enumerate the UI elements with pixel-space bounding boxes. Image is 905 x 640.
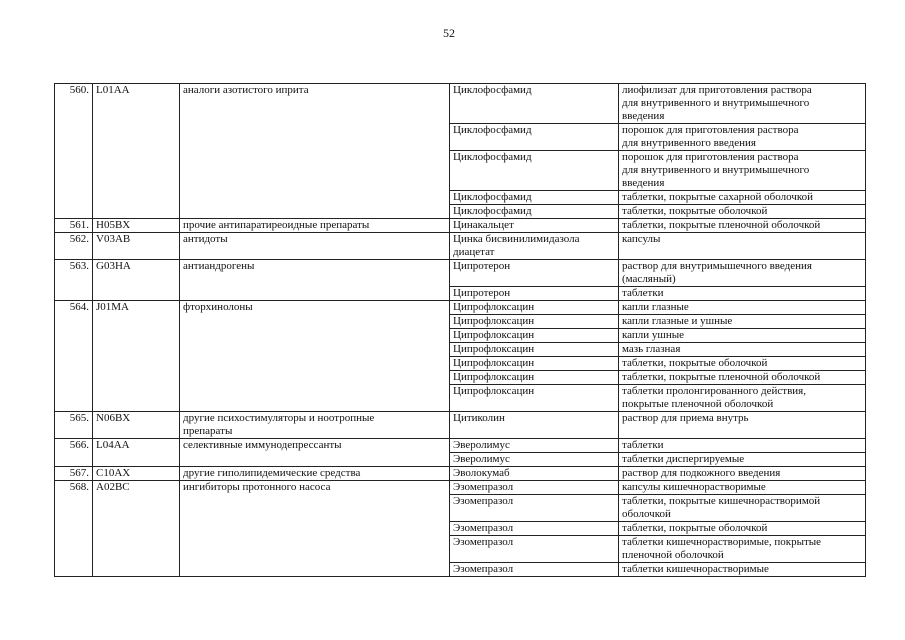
dosage-form: раствор для приема внутрь (619, 412, 866, 439)
drug-name: Эволокумаб (450, 467, 619, 481)
drug-name: Эзомепразол (450, 536, 619, 563)
drug-name: Эзомепразол (450, 522, 619, 536)
drug-name: Ципротерон (450, 287, 619, 301)
drug-name: Цитиколин (450, 412, 619, 439)
group-name: прочие антипаратиреоидные препараты (180, 219, 450, 233)
table-row (55, 233, 866, 260)
dosage-form: порошок для приготовления раствора для внутривенного введения (619, 124, 866, 151)
page-number: 52 (443, 26, 455, 40)
drug-name: Ципрофлоксацин (450, 357, 619, 371)
dosage-form: таблетки, покрытые оболочкой (619, 357, 866, 371)
row-number: 560. (55, 84, 93, 219)
dosage-form: раствор для подкожного введения (619, 467, 866, 481)
atc-code: A02BC (93, 481, 180, 577)
dosage-form: таблетки кишечнорастворимые, покрытые пленочной оболочкой (619, 536, 866, 563)
row-number: 561. (55, 219, 93, 233)
drug-name: Ципрофлоксацин (450, 343, 619, 357)
drug-name: Циклофосфамид (450, 205, 619, 219)
table-row (55, 481, 866, 495)
drug-name: Эверолимус (450, 453, 619, 467)
group-name: другие гиполипидемические средства (180, 467, 450, 481)
atc-code: H05BX (93, 219, 180, 233)
drug-name: Ципротерон (450, 260, 619, 287)
drug-name: Эзомепразол (450, 563, 619, 577)
group-name: другие психостимуляторы и ноотропные препараты (180, 412, 450, 439)
dosage-form: капли ушные (619, 329, 866, 343)
drug-name: Ципрофлоксацин (450, 329, 619, 343)
drug-name: Эзомепразол (450, 481, 619, 495)
dosage-form: таблетки, покрытые пленочной оболочкой (619, 371, 866, 385)
dosage-form: таблетки (619, 439, 866, 453)
dosage-form: таблетки диспергируемые (619, 453, 866, 467)
group-name: аналоги азотистого иприта (180, 84, 450, 219)
dosage-form: капли глазные (619, 301, 866, 315)
row-number: 565. (55, 412, 93, 439)
dosage-form: мазь глазная (619, 343, 866, 357)
group-name: антидоты (180, 233, 450, 260)
dosage-form: раствор для внутримышечного введения (масляный) (619, 260, 866, 287)
atc-code: L04AA (93, 439, 180, 467)
dosage-form: таблетки, покрытые оболочкой (619, 205, 866, 219)
table-row (55, 467, 866, 481)
group-name: селективные иммунодепрессанты (180, 439, 450, 467)
dosage-form: таблетки (619, 287, 866, 301)
dosage-form: капсулы (619, 233, 866, 260)
group-name: фторхинолоны (180, 301, 450, 412)
table-row (55, 301, 866, 315)
row-number: 563. (55, 260, 93, 301)
drug-name: Циклофосфамид (450, 124, 619, 151)
dosage-form: таблетки, покрытые оболочкой (619, 522, 866, 536)
dosage-form: порошок для приготовления раствора для внутривенного и внутримышечного введения (619, 151, 866, 191)
group-name: антиандрогены (180, 260, 450, 301)
drug-name: Цинакальцет (450, 219, 619, 233)
atc-code: N06BX (93, 412, 180, 439)
atc-code: G03HA (93, 260, 180, 301)
drug-name: Ципрофлоксацин (450, 315, 619, 329)
row-number: 564. (55, 301, 93, 412)
drug-name: Эверолимус (450, 439, 619, 453)
dosage-form: таблетки кишечнорастворимые (619, 563, 866, 577)
row-number: 567. (55, 467, 93, 481)
table-row (55, 412, 866, 439)
row-number: 562. (55, 233, 93, 260)
drug-name: Ципрофлоксацин (450, 371, 619, 385)
table-row (55, 260, 866, 287)
drug-name: Циклофосфамид (450, 84, 619, 124)
row-number: 566. (55, 439, 93, 467)
atc-code: C10AX (93, 467, 180, 481)
atc-code: J01MA (93, 301, 180, 412)
dosage-form: таблетки, покрытые сахарной оболочкой (619, 191, 866, 205)
drug-name: Циклофосфамид (450, 191, 619, 205)
dosage-form: таблетки пролонгированного действия, покрытые пленочной оболочкой (619, 385, 866, 412)
atc-code: V03AB (93, 233, 180, 260)
drug-name: Цинка бисвинилимидазола диацетат (450, 233, 619, 260)
dosage-form: таблетки, покрытые пленочной оболочкой (619, 219, 866, 233)
drug-name: Циклофосфамид (450, 151, 619, 191)
atc-code: L01AA (93, 84, 180, 219)
drug-table-body (55, 84, 866, 577)
dosage-form: капсулы кишечнорастворимые (619, 481, 866, 495)
row-number: 568. (55, 481, 93, 577)
table-row (55, 219, 866, 233)
drug-table (54, 83, 866, 577)
group-name: ингибиторы протонного насоса (180, 481, 450, 577)
drug-name: Эзомепразол (450, 495, 619, 522)
dosage-form: таблетки, покрытые кишечнорастворимой оболочкой (619, 495, 866, 522)
drug-name: Ципрофлоксацин (450, 301, 619, 315)
dosage-form: лиофилизат для приготовления раствора для внутривенного и внутримышечного введения (619, 84, 866, 124)
drug-name: Ципрофлоксацин (450, 385, 619, 412)
table-row (55, 84, 866, 124)
dosage-form: капли глазные и ушные (619, 315, 866, 329)
table-row (55, 439, 866, 453)
